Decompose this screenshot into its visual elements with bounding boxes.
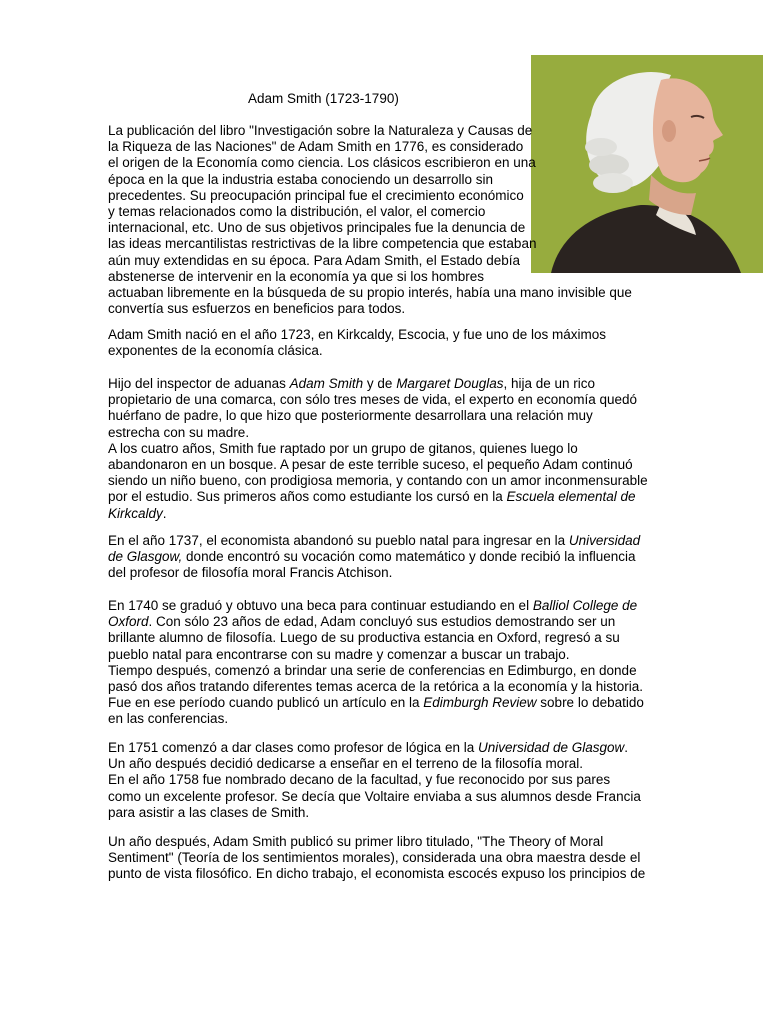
text-line: Adam Smith nació en el año 1723, en Kirkcaldy, Escocia, y fue uno de los máximos [108,327,607,342]
text-line: aún muy extendidas en su época. Para Adam Smith, el Estado debía [108,252,521,268]
intro-paragraph [108,123,632,317]
text-line: abstenerse de intervenir en la economía ya que si los hombres [108,268,484,284]
text-line: Un año después, Adam Smith publicó su primer libro titulado, "The Theory of Moral [108,834,604,849]
text-line: internacional, etc. Uno de sus objetivos principales fue la denuncia de [108,220,526,236]
page-title: Adam Smith (1723-1790) [248,91,399,106]
text-line: siendo un niño bueno, con prodigiosa memoria, y contando con un amor inconmensurable [108,473,648,489]
theory-paragraph [108,834,645,883]
text-line: exponentes de la economía clásica. [108,343,323,359]
text-line: para asistir a las clases de Smith. [108,804,310,820]
text-line: Fue en ese período cuando publicó un artículo en la Edimburgh Review sobre lo debatido [108,695,644,711]
text-line: época en la que la industria estaba conociendo un desarrollo sin [108,171,494,187]
text-line: pasó dos años tratando diferentes temas acerca de la retórica a la economía y la historia. [108,678,644,694]
text-line: estrecha con su madre. [108,424,250,440]
text-line: Un año después decidió dedicarse a enseñar en el terreno de la filosofía moral. [108,756,584,772]
text-line: En el año 1737, el economista abandonó su pueblo natal para ingresar en la Universidad [108,533,641,548]
text-line: precedentes. Su preocupación principal fue el crecimiento económico [108,187,524,203]
text-line: de Glasgow, donde encontró su vocación como matemático y donde recibió la influencia [108,549,636,565]
oxford-paragraph [108,598,644,728]
text-line: actuaban libremente en la búsqueda de su propio interés, había una mano invisible que [108,284,632,300]
text-line: convertía sus esfuerzos en beneficios para todos. [108,301,406,317]
text-line: Tiempo después, comenzó a brindar una serie de conferencias en Edimburgo, en donde [108,662,637,678]
text-line: el origen de la Economía como ciencia. Los clásicos escribieron en una [108,155,536,171]
text-line: huérfano de padre, lo que hizo que posteriormente desarrollara una relación muy [108,408,593,424]
text-line: y temas relacionados como la distribución, el valor, el comercio [108,203,486,219]
education-paragraph [108,533,640,582]
text-line: la Riqueza de las Naciones" de Adam Smith en 1776, es considerado [108,139,524,155]
text-line: del profesor de filosofía moral Francis Atchison. [108,565,393,581]
text-line: En 1740 se graduó y obtuvo una beca para continuar estudiando en el Balliol College de [108,598,638,613]
text-line: punto de vista filosófico. En dicho trabajo, el economista escocés expuso los principios de [108,866,646,882]
text-line: como un excelente profesor. Se decía que Voltaire enviaba a sus alumnos desde Francia [108,788,641,804]
childhood-paragraph [108,376,648,522]
text-line: abandonaron en un bosque. A pesar de este terrible suceso, el pequeño Adam continuó [108,456,633,472]
text-line: En el año 1758 fue nombrado decano de la facultad, y fue reconocido por sus pares [108,772,611,788]
text-line: A los cuatro años, Smith fue raptado por un grupo de gitanos, quienes luego lo [108,440,578,456]
text-line: propietario de una comarca, con sólo tres meses de vida, el experto en economía quedó [108,392,638,408]
text-line: La publicación del libro "Investigación sobre la Naturaleza y Causas de [108,123,533,138]
text-line: Hijo del inspector de aduanas Adam Smith y de Margaret Douglas, hija de un rico [108,376,596,391]
text-line: las ideas mercantilistas restrictivas de la libre competencia que estaban [108,236,537,252]
glasgow-paragraph [108,740,641,821]
birth-paragraph [108,327,606,359]
text-line: Oxford. Con sólo 23 años de edad, Adam concluyó sus estudios demostrando ser un [108,614,616,630]
text-line: Sentiment" (Teoría de los sentimientos morales), considerada una obra maestra desde el [108,850,641,866]
text-line: brillante alumno de filosofía. Luego de su productiva estancia en Oxford, regresó a su [108,630,620,646]
text-line: en las conferencias. [108,711,229,727]
text-line: pueblo natal para encontrarse con su madre y comenzar a buscar un trabajo. [108,646,570,662]
text-line: En 1751 comenzó a dar clases como profesor de lógica en la Universidad de Glasgow. [108,740,629,755]
text-line: por el estudio. Sus primeros años como estudiante los cursó en la Escuela elemental de [108,489,636,505]
text-line: Kirkcaldy. [108,505,167,521]
